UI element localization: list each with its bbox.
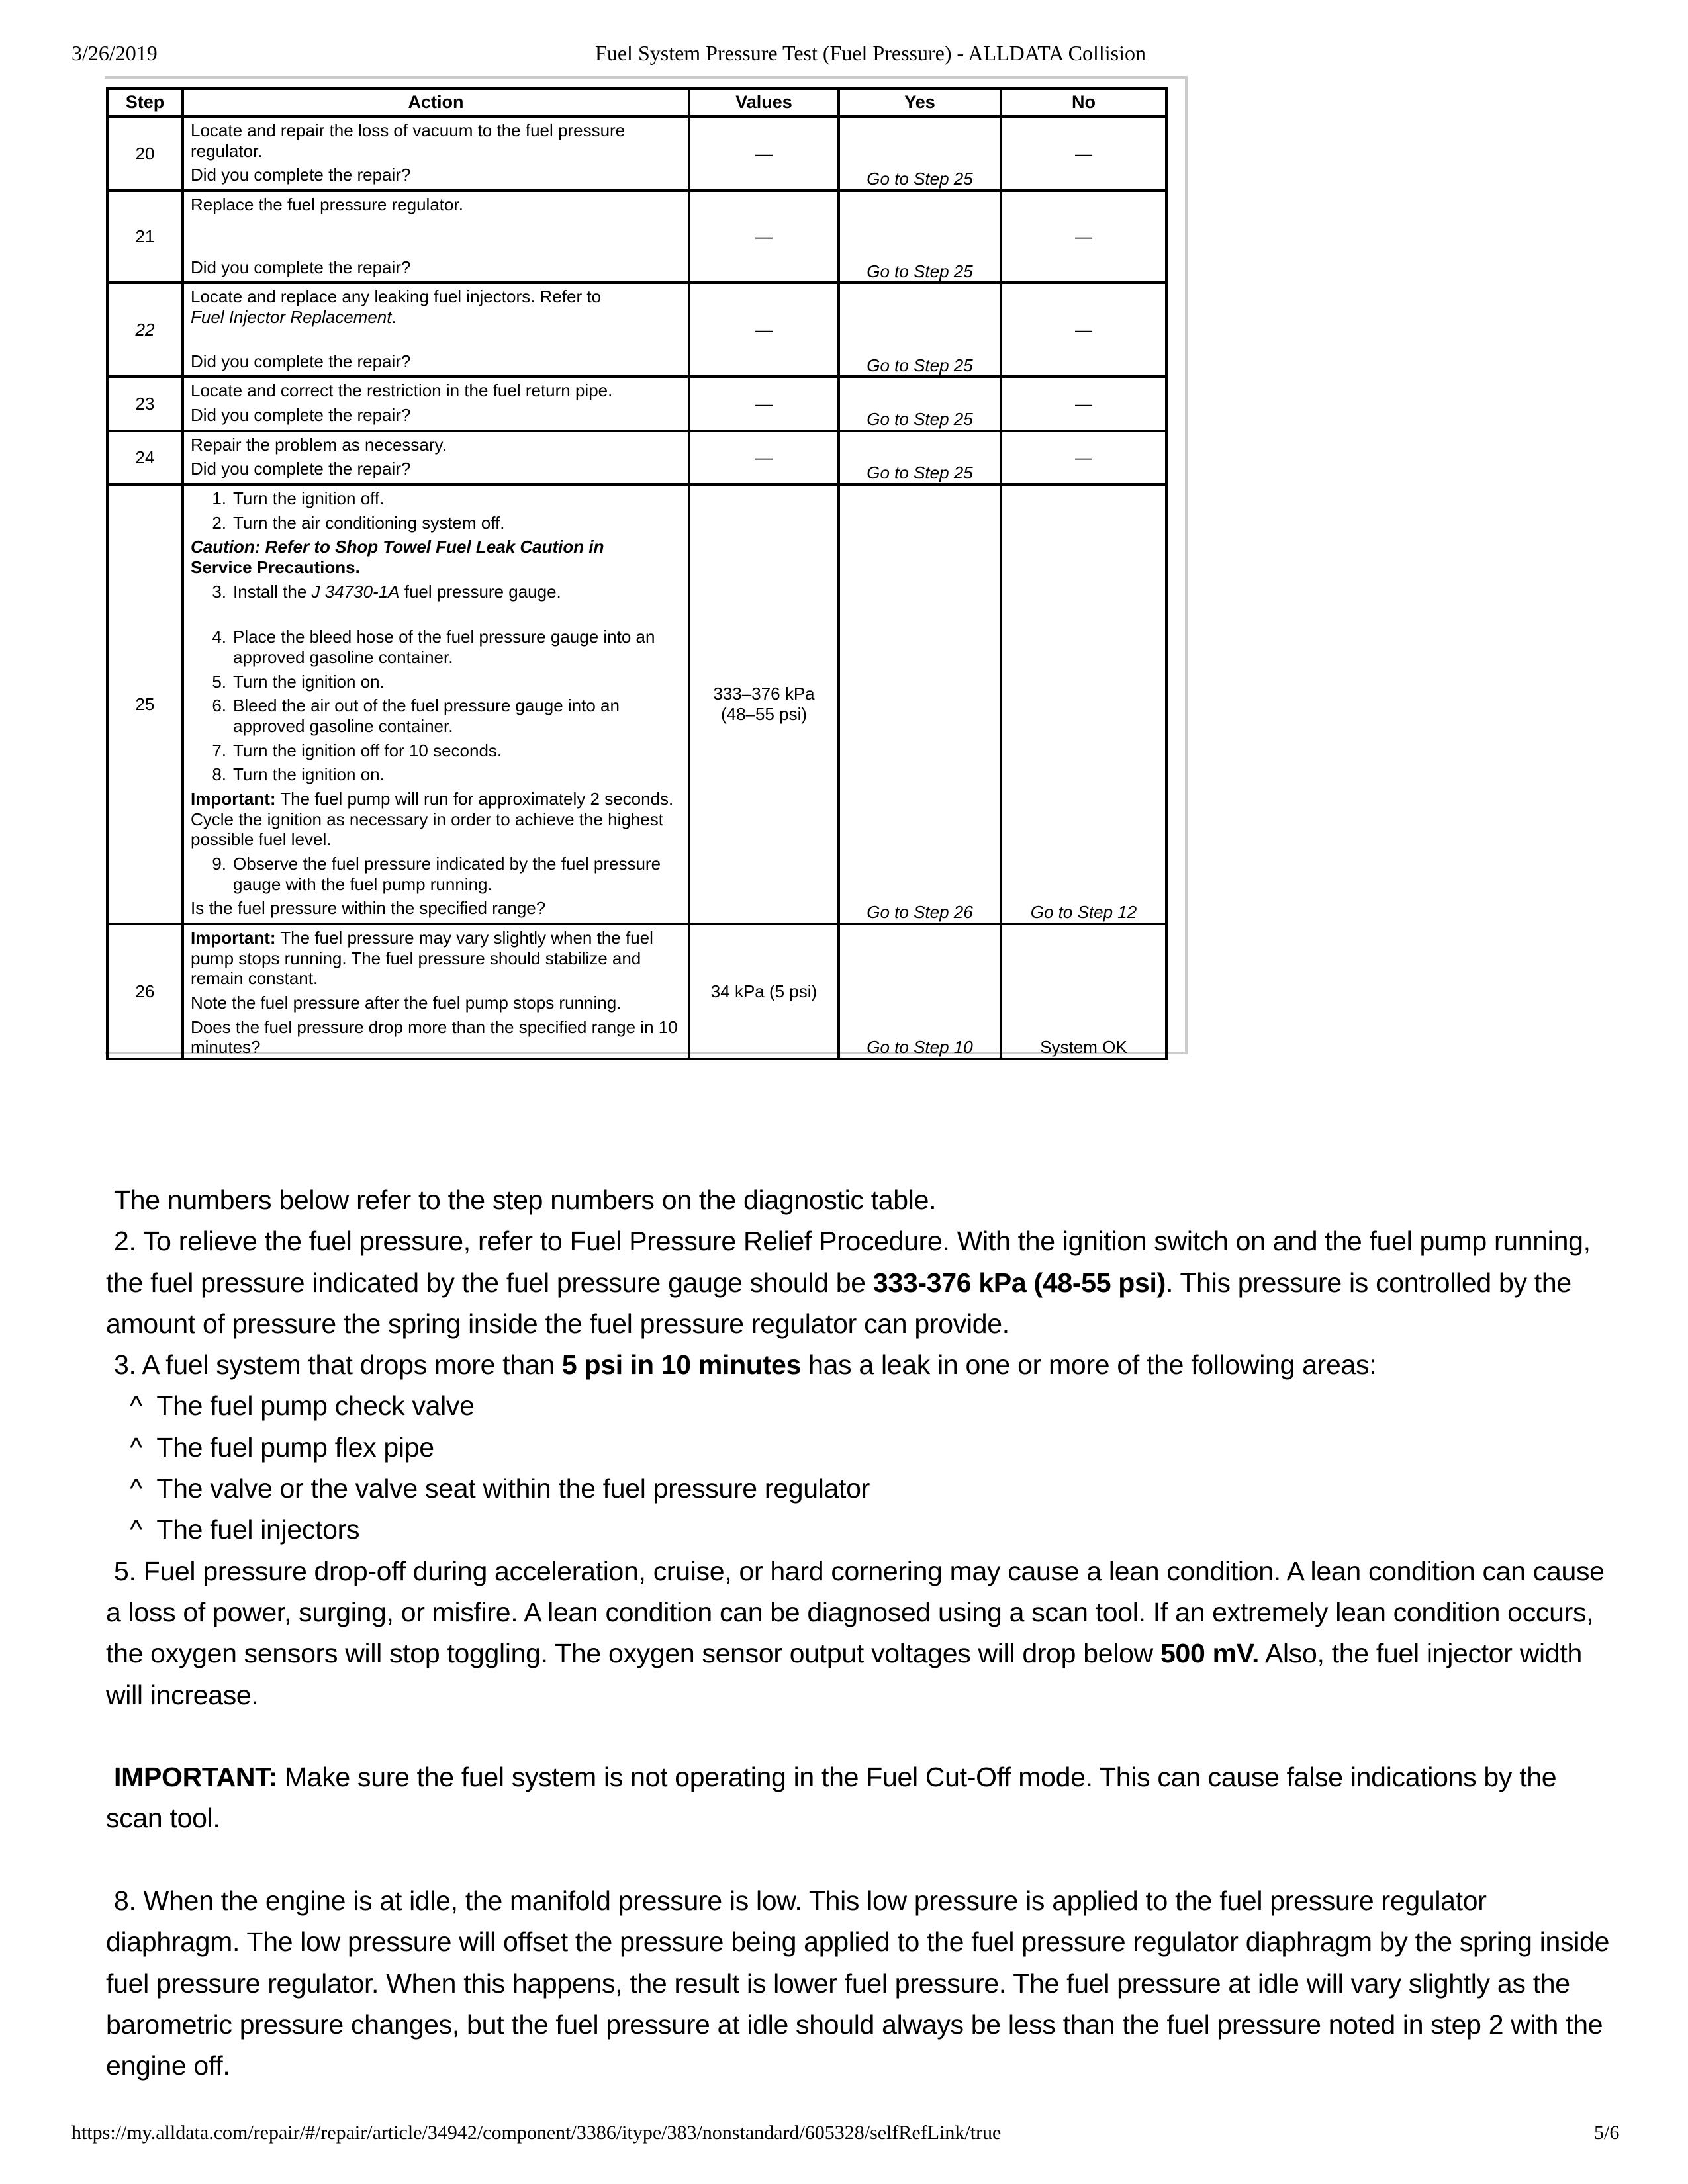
caution-text: Caution: Refer to Shop Towel Fuel Leak Caution in <box>191 537 604 557</box>
note-text: has a leak in one or more of the following areas: <box>801 1349 1377 1381</box>
note-text: 3. A fuel system that drops more than <box>114 1349 562 1381</box>
note-step-3 <box>106 1344 1615 1385</box>
list-item <box>106 1427 1615 1468</box>
reference-link[interactable]: Fuel Injector Replacement <box>191 307 392 328</box>
list-item <box>106 1385 1615 1426</box>
print-title-text: Fuel System Pressure Test (Fuel Pressure) - ALLDATA Collision <box>595 41 1146 65</box>
procedure-item <box>191 672 681 692</box>
note-step-8 <box>106 1880 1615 2086</box>
procedure-item <box>191 696 681 736</box>
table-header-row <box>107 89 1166 116</box>
important-note <box>191 789 681 850</box>
no-cell: Go to Step 12 <box>1001 484 1166 924</box>
header-action: Action <box>183 89 689 116</box>
action-question: Did you complete the repair? <box>191 405 411 426</box>
yes-cell: Go to Step 25 <box>839 431 1001 484</box>
values-cell: — <box>689 116 839 191</box>
note-bold: 333-376 kPa (48-55 psi) <box>872 1267 1166 1298</box>
procedure-item <box>191 854 681 894</box>
caret-bullet-icon: ^ <box>130 1432 142 1463</box>
item-text: Turn the ignition on. <box>233 671 385 692</box>
caret-bullet-icon: ^ <box>130 1473 142 1504</box>
item-number: 8. <box>212 764 226 785</box>
print-url: https://my.alldata.com/repair/#/repair/article/34942/component/3386/itype/383/nonstandard/605328/selfRefLink/true <box>71 2122 1002 2144</box>
no-cell: — <box>1001 283 1166 377</box>
note-step-5 <box>106 1551 1615 1715</box>
table-row <box>107 191 1166 283</box>
item-text: Observe the fuel pressure indicated by the fuel pressure gauge with the fuel pump running. <box>233 854 661 894</box>
no-cell: System OK <box>1001 924 1166 1059</box>
tool-number: J 34730-1A <box>311 581 400 602</box>
important-label: Important: <box>191 789 276 809</box>
item-number: 1. <box>212 488 226 509</box>
punctuation: . <box>391 307 397 328</box>
action-cell <box>183 191 689 283</box>
action-question: Did you complete the repair? <box>191 165 411 185</box>
yes-cell: Go to Step 25 <box>839 377 1001 430</box>
values-cell: — <box>689 377 839 430</box>
table-row <box>107 484 1166 924</box>
note-text: 5. Fuel pressure drop-off during acceleration, cruise, or hard cornering may cause a lean condition. A lean condition can cause a loss of power, surging, or misfire. A lean condition can be diagnosed using a scan tool. If an extremely lean condition occurs, the oxygen sensors will stop toggling. The oxygen sensor output voltages will drop below <box>106 1555 1605 1669</box>
caution-note <box>191 537 681 577</box>
important-note <box>191 928 681 989</box>
procedure-item <box>191 627 681 667</box>
step-number: 23 <box>107 377 183 430</box>
header-values: Values <box>689 89 839 116</box>
note-text: Also, the fuel injector width will increase. <box>106 1638 1582 1710</box>
list-item <box>106 1468 1615 1509</box>
list-item <box>106 1509 1615 1550</box>
important-note <box>106 1756 1615 1839</box>
action-text: Locate and repair the loss of vacuum to the fuel pressure regulator. <box>191 120 626 161</box>
item-text: Bleed the air out of the fuel pressure gauge into an approved gasoline container. <box>233 696 620 737</box>
table-row <box>107 431 1166 484</box>
important-text: The fuel pressure may vary slightly when the fuel pump stops running. The fuel pressure should stabilize and remain constant. <box>191 928 653 989</box>
no-cell: — <box>1001 377 1166 430</box>
step-number: 26 <box>107 924 183 1059</box>
item-text: Turn the ignition off for 10 seconds. <box>233 740 502 760</box>
no-cell: — <box>1001 431 1166 484</box>
item-text: Install the <box>233 581 312 602</box>
table-row <box>107 283 1166 377</box>
list-item-text: The valve or the valve seat within the fuel pressure regulator <box>156 1473 870 1504</box>
item-number: 6. <box>212 696 226 716</box>
step-number: 24 <box>107 431 183 484</box>
table-row <box>107 377 1166 430</box>
yes-cell: Go to Step 10 <box>839 924 1001 1059</box>
action-text: Note the fuel pressure after the fuel pump stops running. <box>191 993 622 1013</box>
step-number: 21 <box>107 191 183 283</box>
caret-bullet-icon: ^ <box>130 1390 142 1422</box>
item-number: 3. <box>212 581 226 602</box>
item-number: 9. <box>212 854 226 874</box>
values-cell: — <box>689 283 839 377</box>
action-question: Is the fuel pressure within the specified range? <box>191 898 546 919</box>
procedure-item <box>191 488 681 509</box>
item-number: 7. <box>212 740 226 760</box>
values-cell: — <box>689 191 839 283</box>
print-title <box>0 41 1688 66</box>
important-text: The fuel pump will run for approximately 2 seconds. Cycle the ignition as necessary in order to achieve the highest possible fuel level. <box>191 789 674 850</box>
print-date: 3/26/2019 <box>71 41 158 65</box>
yes-cell: Go to Step 25 <box>839 283 1001 377</box>
no-cell: — <box>1001 191 1166 283</box>
action-text: Locate and correct the restriction in the fuel return pipe. <box>191 381 613 401</box>
item-number: 4. <box>212 627 226 647</box>
step-number: 22 <box>107 283 183 377</box>
action-question: Did you complete the repair? <box>191 459 411 479</box>
list-item-text: The fuel pump check valve <box>156 1390 475 1422</box>
values-cell <box>689 484 839 924</box>
action-question: Does the fuel pressure drop more than the specified range in 10 minutes? <box>191 1017 678 1058</box>
yes-cell: Go to Step 25 <box>839 191 1001 283</box>
item-text: Turn the ignition on. <box>233 764 385 785</box>
note-text: 8. When the engine is at idle, the manifold pressure is low. This low pressure is applied to the fuel pressure regulator diaphragm. The low pressure will offset the pressure being applied to the fuel pressure regulator diaphragm by the spring inside fuel pressure regulator. When this happens, the result is lower fuel pressure. The fuel pressure at idle will vary slightly as the barometric pressure changes, but the fuel pressure at idle should always be less than the fuel pressure noted in step 2 with the engine off. <box>106 1886 1610 2081</box>
value-psi: (48–55 psi) <box>720 704 808 725</box>
step-number: 20 <box>107 116 183 191</box>
list-item-text: The fuel injectors <box>156 1514 360 1545</box>
item-text: fuel pressure gauge. <box>399 581 561 602</box>
list-item-text: The fuel pump flex pipe <box>156 1432 434 1463</box>
action-cell <box>183 484 689 924</box>
header-no: No <box>1001 89 1166 116</box>
step-number: 25 <box>107 484 183 924</box>
action-cell <box>183 283 689 377</box>
procedure-item <box>191 513 681 533</box>
note-text: 2. To relieve the fuel pressure, refer to Fuel Pressure Relief Procedure. With the ignition switch on and the fuel pump running, the fuel pressure indicated by the fuel pressure gauge should be <box>106 1226 1591 1298</box>
action-question: Did you complete the repair? <box>191 351 411 371</box>
action-cell <box>183 924 689 1059</box>
values-cell: 34 kPa (5 psi) <box>689 924 839 1059</box>
diagnostic-table <box>106 87 1168 1060</box>
yes-cell: Go to Step 26 <box>839 484 1001 924</box>
action-cell <box>183 431 689 484</box>
action-question: Did you complete the repair? <box>191 257 411 277</box>
item-number: 5. <box>212 671 226 692</box>
procedure-item <box>191 582 681 602</box>
action-cell <box>183 377 689 430</box>
diagnostic-aids <box>106 1179 1615 2087</box>
item-text: Turn the air conditioning system off. <box>233 512 505 533</box>
important-label: IMPORTANT: <box>114 1762 277 1793</box>
value-kpa: 333–376 kPa <box>713 684 815 704</box>
no-cell: — <box>1001 116 1166 191</box>
action-cell <box>183 116 689 191</box>
note-step-2 <box>98 1220 1615 1344</box>
item-text: Turn the ignition off. <box>233 488 385 509</box>
procedure-item <box>191 764 681 785</box>
table-row <box>107 116 1166 191</box>
table-row <box>107 924 1166 1059</box>
item-number: 2. <box>212 512 226 533</box>
procedure-item <box>191 741 681 761</box>
yes-cell: Go to Step 25 <box>839 116 1001 191</box>
note-bold: 5 psi in 10 minutes <box>561 1349 801 1381</box>
note-bold: 500 mV. <box>1160 1638 1260 1669</box>
values-cell: — <box>689 431 839 484</box>
notes-intro: The numbers below refer to the step numbers on the diagnostic table. <box>114 1185 937 1215</box>
page-number: 5/6 <box>1594 2122 1620 2144</box>
note-text: . This pressure is controlled by the amount of pressure the spring inside the fuel pressure regulator can provide. <box>106 1267 1571 1339</box>
header-step: Step <box>107 89 183 116</box>
caret-bullet-icon: ^ <box>130 1514 142 1545</box>
important-text: Make sure the fuel system is not operating in the Fuel Cut-Off mode. This can cause false indications by the scan tool. <box>106 1762 1557 1834</box>
caution-reference[interactable]: Service Precautions. <box>191 557 360 578</box>
action-text: Locate and replace any leaking fuel injectors. Refer to <box>191 287 602 307</box>
action-text: Replace the fuel pressure regulator. <box>191 195 463 215</box>
header-yes: Yes <box>839 89 1001 116</box>
action-text: Repair the problem as necessary. <box>191 434 447 455</box>
item-text: Place the bleed hose of the fuel pressure gauge into an approved gasoline container. <box>233 627 655 668</box>
important-label: Important: <box>191 928 276 948</box>
